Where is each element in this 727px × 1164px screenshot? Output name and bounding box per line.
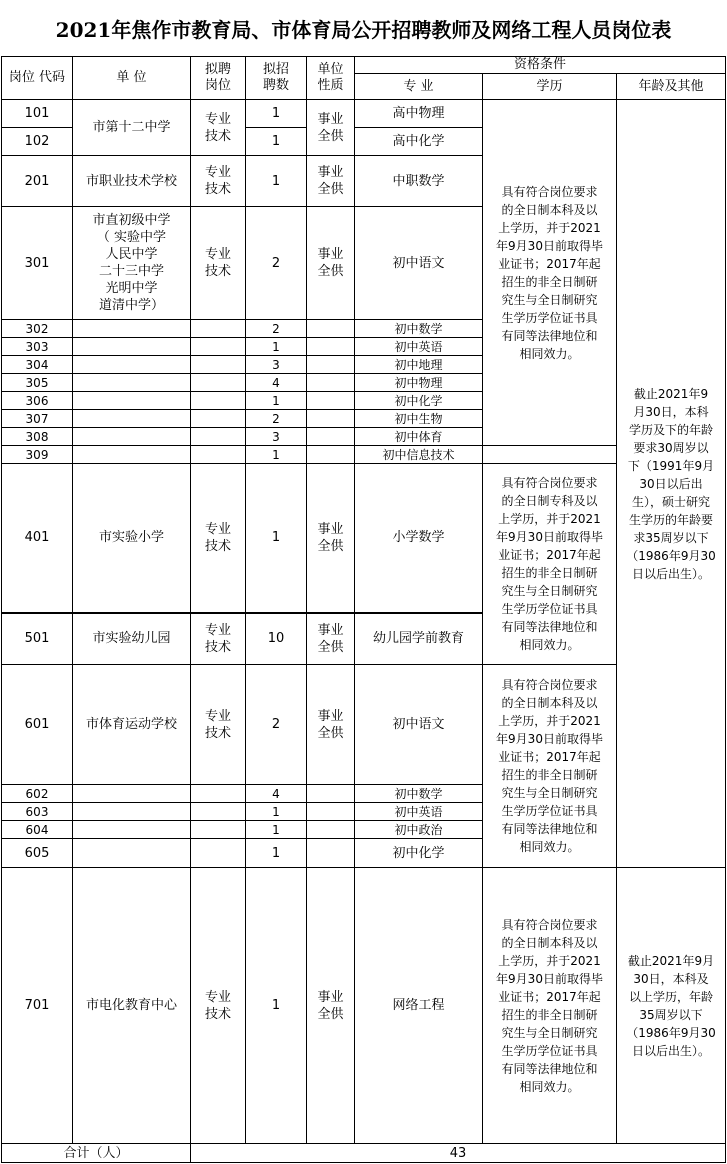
row-308-major: 初中体育	[355, 428, 483, 446]
header-code: 岗位 代码	[2, 57, 73, 100]
row-303-nature	[307, 338, 355, 356]
row-605-count: 1	[246, 839, 307, 868]
row-309-code: 309	[2, 446, 73, 464]
row-305-post	[191, 374, 246, 392]
row-603-unit	[73, 803, 191, 821]
row-305-unit	[73, 374, 191, 392]
header-nature: 单位 性质	[307, 57, 355, 100]
requirement-bachelor-network: 具有符合岗位要求 的全日制本科及以 上学历，并于2021 年9月30日前取得毕 业证书；2017年起 招生的非全日制研 究生与全日制研究 生学历学位证书具 有同等法律地位和 相同效力。	[483, 868, 617, 1144]
row-701-nature: 事业 全供	[307, 868, 355, 1144]
row-101-nature: 事业 全供	[307, 100, 355, 156]
header-qualifications: 资格条件	[355, 57, 726, 74]
row-605-nature	[307, 839, 355, 868]
row-306-major: 初中化学	[355, 392, 483, 410]
row-201-nature: 事业 全供	[307, 156, 355, 207]
row-101-count: 1	[246, 100, 307, 128]
row-302-major: 初中数学	[355, 320, 483, 338]
row-309-nature	[307, 446, 355, 464]
row-602-major: 初中数学	[355, 785, 483, 803]
row-303-code: 303	[2, 338, 73, 356]
row-401-unit: 市实验小学	[73, 464, 191, 613]
row-301-count: 2	[246, 207, 307, 320]
header-major: 专 业	[355, 74, 483, 100]
row-307-count: 2	[246, 410, 307, 428]
row-302-nature	[307, 320, 355, 338]
row-308-nature	[307, 428, 355, 446]
row-604-count: 1	[246, 821, 307, 839]
row-201-count: 1	[246, 156, 307, 207]
row-601-code: 601	[2, 665, 73, 785]
row-302-count: 2	[246, 320, 307, 338]
row-701-unit: 市电化教育中心	[73, 868, 191, 1144]
row-602-nature	[307, 785, 355, 803]
row-302-unit	[73, 320, 191, 338]
row-301-post: 专业 技术	[191, 207, 246, 320]
row-308-code: 308	[2, 428, 73, 446]
row-307-code: 307	[2, 410, 73, 428]
row-701-major: 网络工程	[355, 868, 483, 1144]
row-501-nature: 事业 全供	[307, 613, 355, 665]
row-604-major: 初中政治	[355, 821, 483, 839]
total-label: 合计（人）	[2, 1144, 191, 1163]
row-307-major: 初中生物	[355, 410, 483, 428]
row-305-nature	[307, 374, 355, 392]
requirement-bachelor-sports: 具有符合岗位要求 的全日制本科及以 上学历，并于2021 年9月30日前取得毕 业证书；2017年起 招生的非全日制研 究生与全日制研究 生学历学位证书具 有同等法律地位和 相同效力。	[483, 665, 617, 868]
row-305-count: 4	[246, 374, 307, 392]
requirement-bachelor: 具有符合岗位要求 的全日制本科及以 上学历，并于2021 年9月30日前取得毕 业证书；2017年起 招生的非全日制研 究生与全日制研究 生学历学位证书具 有同等法律地位和 相同效力。	[483, 100, 617, 446]
row-501-code: 501	[2, 613, 73, 665]
row-309-post	[191, 446, 246, 464]
row-304-code: 304	[2, 356, 73, 374]
row-501-post: 专业 技术	[191, 613, 246, 665]
row-303-unit	[73, 338, 191, 356]
row-602-post	[191, 785, 246, 803]
row-602-unit	[73, 785, 191, 803]
row-309-major: 初中信息技术	[355, 446, 483, 464]
row-603-major: 初中英语	[355, 803, 483, 821]
row-306-unit	[73, 392, 191, 410]
row-304-post	[191, 356, 246, 374]
row-701-post: 专业 技术	[191, 868, 246, 1144]
row-304-unit	[73, 356, 191, 374]
row-101-code: 101	[2, 100, 73, 128]
row-701-code: 701	[2, 868, 73, 1144]
row-307-unit	[73, 410, 191, 428]
row-102-major: 高中化学	[355, 128, 483, 156]
row-605-code: 605	[2, 839, 73, 868]
requirement-college: 具有符合岗位要求 的全日制专科及以 上学历，并于2021 年9月30日前取得毕 业证书；2017年起 招生的非全日制研 究生与全日制研究 生学历学位证书具 有同等法律地位和 相同效力。	[483, 464, 617, 665]
row-401-major: 小学数学	[355, 464, 483, 613]
row-401-post: 专业 技术	[191, 464, 246, 613]
row-201-major: 中职数学	[355, 156, 483, 207]
row-101-unit: 市第十二中学	[73, 100, 191, 156]
row-601-count: 2	[246, 665, 307, 785]
row-601-post: 专业 技术	[191, 665, 246, 785]
header-education: 学历	[483, 74, 617, 100]
row-401-code: 401	[2, 464, 73, 613]
row-102-count: 1	[246, 128, 307, 156]
row-604-code: 604	[2, 821, 73, 839]
row-309-count: 1	[246, 446, 307, 464]
row-101-major: 高中物理	[355, 100, 483, 128]
row-305-major: 初中物理	[355, 374, 483, 392]
row-603-code: 603	[2, 803, 73, 821]
row-307-post	[191, 410, 246, 428]
age-rule-general: 截止2021年9 月30日，本科 学历及下的年龄 要求30周岁以 下（1991年9月 30日以后出 生），硕士研究 生学历的年龄要 求35周岁以下 （1986年9月30 日以后出生）。	[617, 100, 726, 868]
header-count: 拟招 聘数	[246, 57, 307, 100]
header-post: 拟聘 岗位	[191, 57, 246, 100]
row-306-post	[191, 392, 246, 410]
age-rule-network: 截止2021年9月 30日，本科及 以上学历，年龄 35周岁以下 （1986年9月30 日以后出生）。	[617, 868, 726, 1144]
row-309-unit	[73, 446, 191, 464]
row-601-unit: 市体育运动学校	[73, 665, 191, 785]
row-306-count: 1	[246, 392, 307, 410]
row-301-code: 301	[2, 207, 73, 320]
positions-table	[1, 56, 726, 1163]
row-303-count: 1	[246, 338, 307, 356]
row-501-unit: 市实验幼儿园	[73, 613, 191, 665]
row-604-nature	[307, 821, 355, 839]
row-308-unit	[73, 428, 191, 446]
row-604-post	[191, 821, 246, 839]
row-301-unit: 市直初级中学 （ 实验中学 人民中学 二十三中学 光明中学 道清中学）	[73, 207, 191, 320]
row-201-unit: 市职业技术学校	[73, 156, 191, 207]
row-201-code: 201	[2, 156, 73, 207]
row-603-post	[191, 803, 246, 821]
row-308-count: 3	[246, 428, 307, 446]
row-303-major: 初中英语	[355, 338, 483, 356]
row-306-code: 306	[2, 392, 73, 410]
row-201-post: 专业 技术	[191, 156, 246, 207]
row-306-nature	[307, 392, 355, 410]
row-307-nature	[307, 410, 355, 428]
row-301-nature: 事业 全供	[307, 207, 355, 320]
row-302-post	[191, 320, 246, 338]
row-605-post	[191, 839, 246, 868]
row-401-count: 1	[246, 464, 307, 613]
row-304-count: 3	[246, 356, 307, 374]
row-605-unit	[73, 839, 191, 868]
row-602-count: 4	[246, 785, 307, 803]
row-701-count: 1	[246, 868, 307, 1144]
row-304-nature	[307, 356, 355, 374]
row-305-code: 305	[2, 374, 73, 392]
row-304-major: 初中地理	[355, 356, 483, 374]
page-title: 2021年焦作市教育局、市体育局公开招聘教师及网络工程人员岗位表	[55, 17, 672, 42]
row-401-nature: 事业 全供	[307, 464, 355, 613]
header-age: 年龄及其他	[617, 74, 726, 100]
row-601-major: 初中语文	[355, 665, 483, 785]
total-value: 43	[191, 1144, 726, 1163]
row-303-post	[191, 338, 246, 356]
row-102-code: 102	[2, 128, 73, 156]
row-601-nature: 事业 全供	[307, 665, 355, 785]
row-603-nature	[307, 803, 355, 821]
row-602-code: 602	[2, 785, 73, 803]
header-unit: 单 位	[73, 57, 191, 100]
row-501-count: 10	[246, 613, 307, 665]
row-501-major: 幼儿园学前教育	[355, 613, 483, 665]
row-308-post	[191, 428, 246, 446]
row-302-code: 302	[2, 320, 73, 338]
row-603-count: 1	[246, 803, 307, 821]
row-101-post: 专业 技术	[191, 100, 246, 156]
row-301-major: 初中语文	[355, 207, 483, 320]
row-605-major: 初中化学	[355, 839, 483, 868]
row-604-unit	[73, 821, 191, 839]
